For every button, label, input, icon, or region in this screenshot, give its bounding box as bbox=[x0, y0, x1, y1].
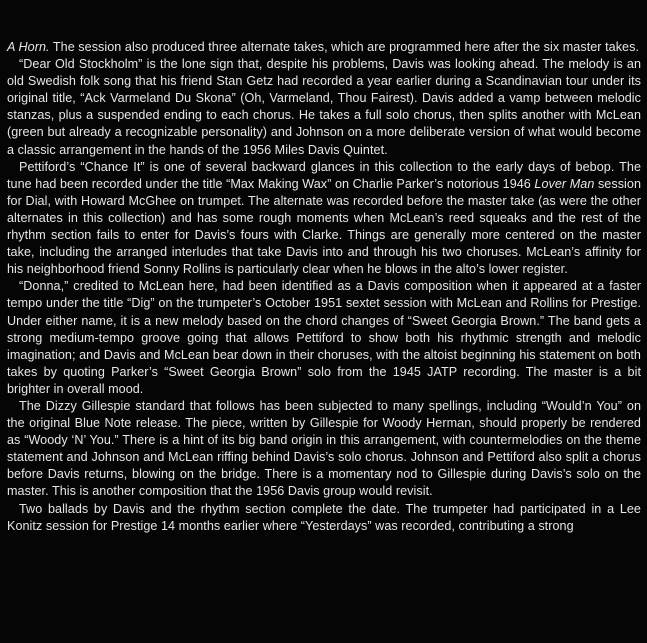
paragraph-2 bbox=[7, 56, 641, 159]
paragraph-text: “Donna,” credited to McLean here, had been identified as a Davis composition when it appeared at a faster tempo under the title “Dig” on the trumpeter’s October 1951 sextet session with McLean and Rollins for Prestige. Under either name, it is a new melody based on the chord changes of “Sweet Georgia Brown.” The band gets a strong medium-tempo groove going that allows Pettiford to show both his rhythmic strength and melodic imagination; and Davis and McLean bear down in their choruses, with the altoist beginning his statement on both takes by quoting Parker’s “Sweet Georgia Brown” solo from the 1945 JATP recording. The master is a bit brighter in overall mood. bbox=[7, 279, 641, 396]
album-title: Lover Man bbox=[534, 176, 595, 191]
paragraph-4 bbox=[7, 278, 641, 398]
paragraph-3 bbox=[7, 159, 641, 279]
paragraph-text: Pettiford’s “Chance It” is one of several backward glances in this collection to the early days of bebop. The tune had been recorded under the title “Max Making Wax” on Charlie Parker’s notorious 1946 bbox=[7, 159, 641, 191]
paragraph-text: Two ballads by Davis and the rhythm section complete the date. The trumpeter had participated in a Lee Konitz session for Prestige 14 months earlier where “Yesterdays” was recorded, contributing a strong bbox=[7, 501, 641, 533]
paragraph-text: “Dear Old Stockholm” is the lone sign that, despite his problems, Davis was looking ahead. The melody is an old Swedish folk song that his friend Stan Getz had recorded a year earlier during a Scandinavian tour under its original title, “Ack Varmeland Du Skona” (Oh, Varmeland, Thou Fairest). Davis added a vamp between melodic stanzas, plus a suspended ending to each chorus. He takes a full solo chorus, then splits another with McLean (green but already a recognizable personality) and Johnson on a more deliberate version of what would become a classic arrangement in the hands of the 1956 Miles Davis Quintet. bbox=[7, 57, 641, 157]
paragraph-5 bbox=[7, 398, 641, 501]
paragraph-text: The session also produced three alternate takes, which are programmed here after the six master takes. bbox=[49, 40, 640, 54]
paragraph-6 bbox=[7, 501, 641, 535]
paragraph-text: session for Dial, with Howard McGhee on trumpet. The alternate was recorded before the master take (as were the other alternates in this collection) and has some rough moments when McLean’s reed squeaks and the rest of the rhythm section fails to enter for Davis’s fours with Clarke. Things are generally more centered on the master take, including the arranged interludes that take Davis into and through his two choruses. McLean’s affinity for his neighborhood friend Sonny Rollins is particularly clear when he blows in the alto’s lower register. bbox=[7, 176, 642, 277]
paragraph-1 bbox=[7, 39, 641, 56]
album-title-fragment: A Horn. bbox=[7, 40, 50, 54]
paragraph-text: The Dizzy Gillespie standard that follows has been subjected to many spellings, including “Would’n You” on the original Blue Note release. The piece, written by Gillespie for Woody Herman, should properly be rendered as “Woody ‘N’ You.” There is a hint of its big band origin in this arrangement, with countermelodies on the theme statement and Johnson and McLean riffing behind Davis’s solo chorus. Johnson and Pettiford also split a chorus before Davis returns, blowing on the bridge. There is a momentary nod to Gillespie during Davis’s solo on the master. This is another composition that the 1956 Davis group would revisit. bbox=[7, 398, 641, 499]
body-text bbox=[7, 39, 641, 535]
